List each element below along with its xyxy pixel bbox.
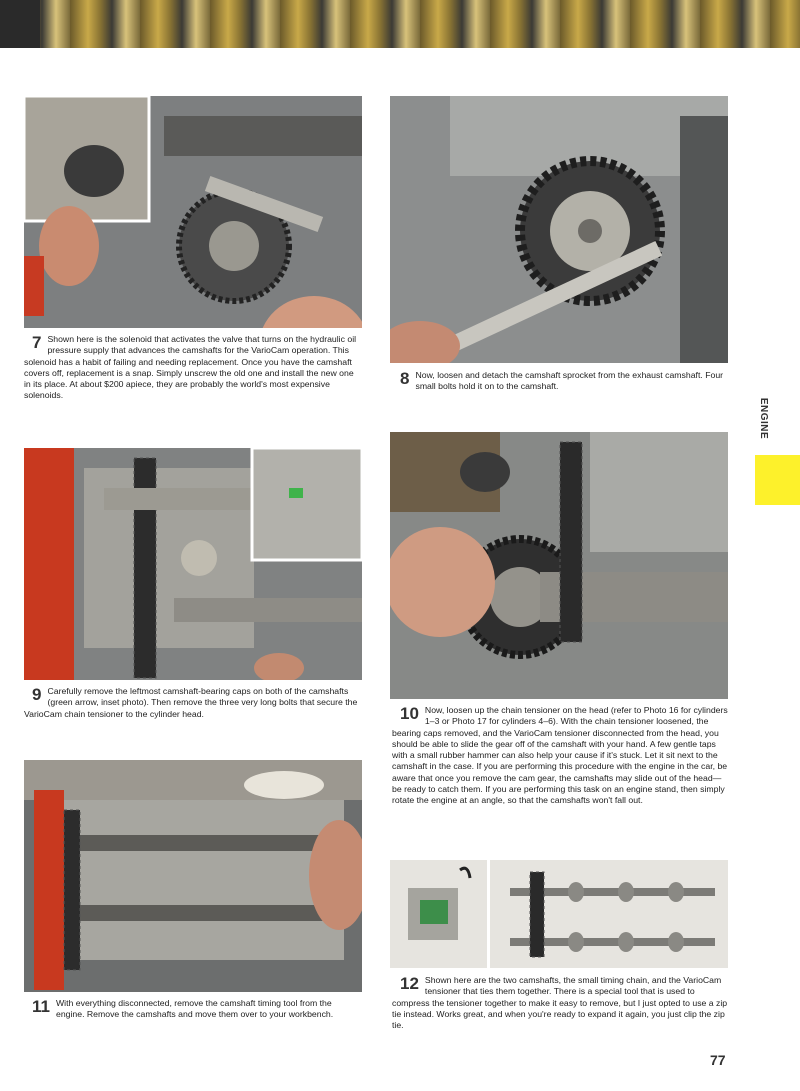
photo-step-10 <box>390 432 728 699</box>
engine-photo-8 <box>390 96 728 363</box>
step-number-10: 10 <box>400 704 419 723</box>
photo-step-8 <box>390 96 728 363</box>
step-number-7: 7 <box>32 333 42 352</box>
yellow-section-tab <box>755 455 800 505</box>
caption-text-10: Now, loosen up the chain tensioner on the head (refer to Photo 16 for cylinders 1–3 or Photo 17 for cylinders 4–6). With the chain tensioner loosened, the bearing caps removed, and the VarioCam tensioner disconnected from the head, you should be able to slide the gear off of the camshaft with your hand. A few gentle taps with a small rubber hammer can also help your cause if it's stuck. Let it sit next to the camshaft in the case. If you are performing this procedure with the engine in the car, be aware that once you remove the cam gear, the camshafts may slide out of the head—be ready to catch them. If you are performing this task on an engine stand, then simply rotate the engine at an angle, so that the camshafts won't fall out. <box>392 705 728 806</box>
caption-step-11 <box>24 998 362 1021</box>
engine-photo-9 <box>24 448 362 680</box>
caption-step-12 <box>392 975 730 1031</box>
engine-photo-10 <box>390 432 728 699</box>
caption-text-11: With everything disconnected, remove the camshaft timing tool from the engine. Remove the camshafts and move them over to your workbench. <box>55 998 334 1020</box>
engine-photo-7 <box>24 96 362 328</box>
caption-step-10 <box>392 705 730 807</box>
photo-step-12 <box>390 860 728 968</box>
engine-photo-11 <box>24 760 362 992</box>
caption-step-9 <box>24 686 362 720</box>
step-number-8: 8 <box>400 369 410 388</box>
caption-text-7: Shown here is the solenoid that activates the valve that turns on the hydraulic oil pressure supply that advances the camshafts for the VarioCam operation. This solenoid has a habit of failing and needing replacement. Once you have the camshaft covers off, replacement is a snap. Simply unscrew the old one and install the new one in its place. At about $200 apiece, they are probably the world's most expensive solenoids. <box>24 334 357 401</box>
step-number-11: 11 <box>32 997 50 1016</box>
photo-step-9 <box>24 448 362 680</box>
photo-step-11 <box>24 760 362 992</box>
caption-step-8 <box>392 370 730 393</box>
page-number: 77 <box>710 1052 726 1068</box>
step-number-12: 12 <box>400 974 419 993</box>
banner-dark-corner <box>0 0 40 48</box>
header-banner-photo <box>0 0 800 48</box>
photo-step-7 <box>24 96 362 328</box>
section-label-text: ENGINE <box>758 397 770 440</box>
caption-step-7 <box>24 334 362 402</box>
section-side-label <box>760 395 776 445</box>
engine-photo-12 <box>390 860 728 968</box>
step-number-9: 9 <box>32 685 42 704</box>
caption-text-12: Shown here are the two camshafts, the small timing chain, and the VarioCam tensioner that ties them together. There is a special tool that is used to compress the tensioner together to make it easy to remove, but I just opted to use a zip tie instead. Works great, and when you're ready to expand it again, you just clip the zip tie. <box>392 975 728 1031</box>
caption-text-9: Carefully remove the leftmost camshaft-bearing caps on both of the camshafts (green arrow, inset photo). Then remove the three very long bolts that secure the VarioCam chain tensioner to the cylinder head. <box>24 686 358 719</box>
caption-text-8: Now, loosen and detach the camshaft sprocket from the exhaust camshaft. Four small bolts hold it on to the camshaft. <box>415 370 724 392</box>
